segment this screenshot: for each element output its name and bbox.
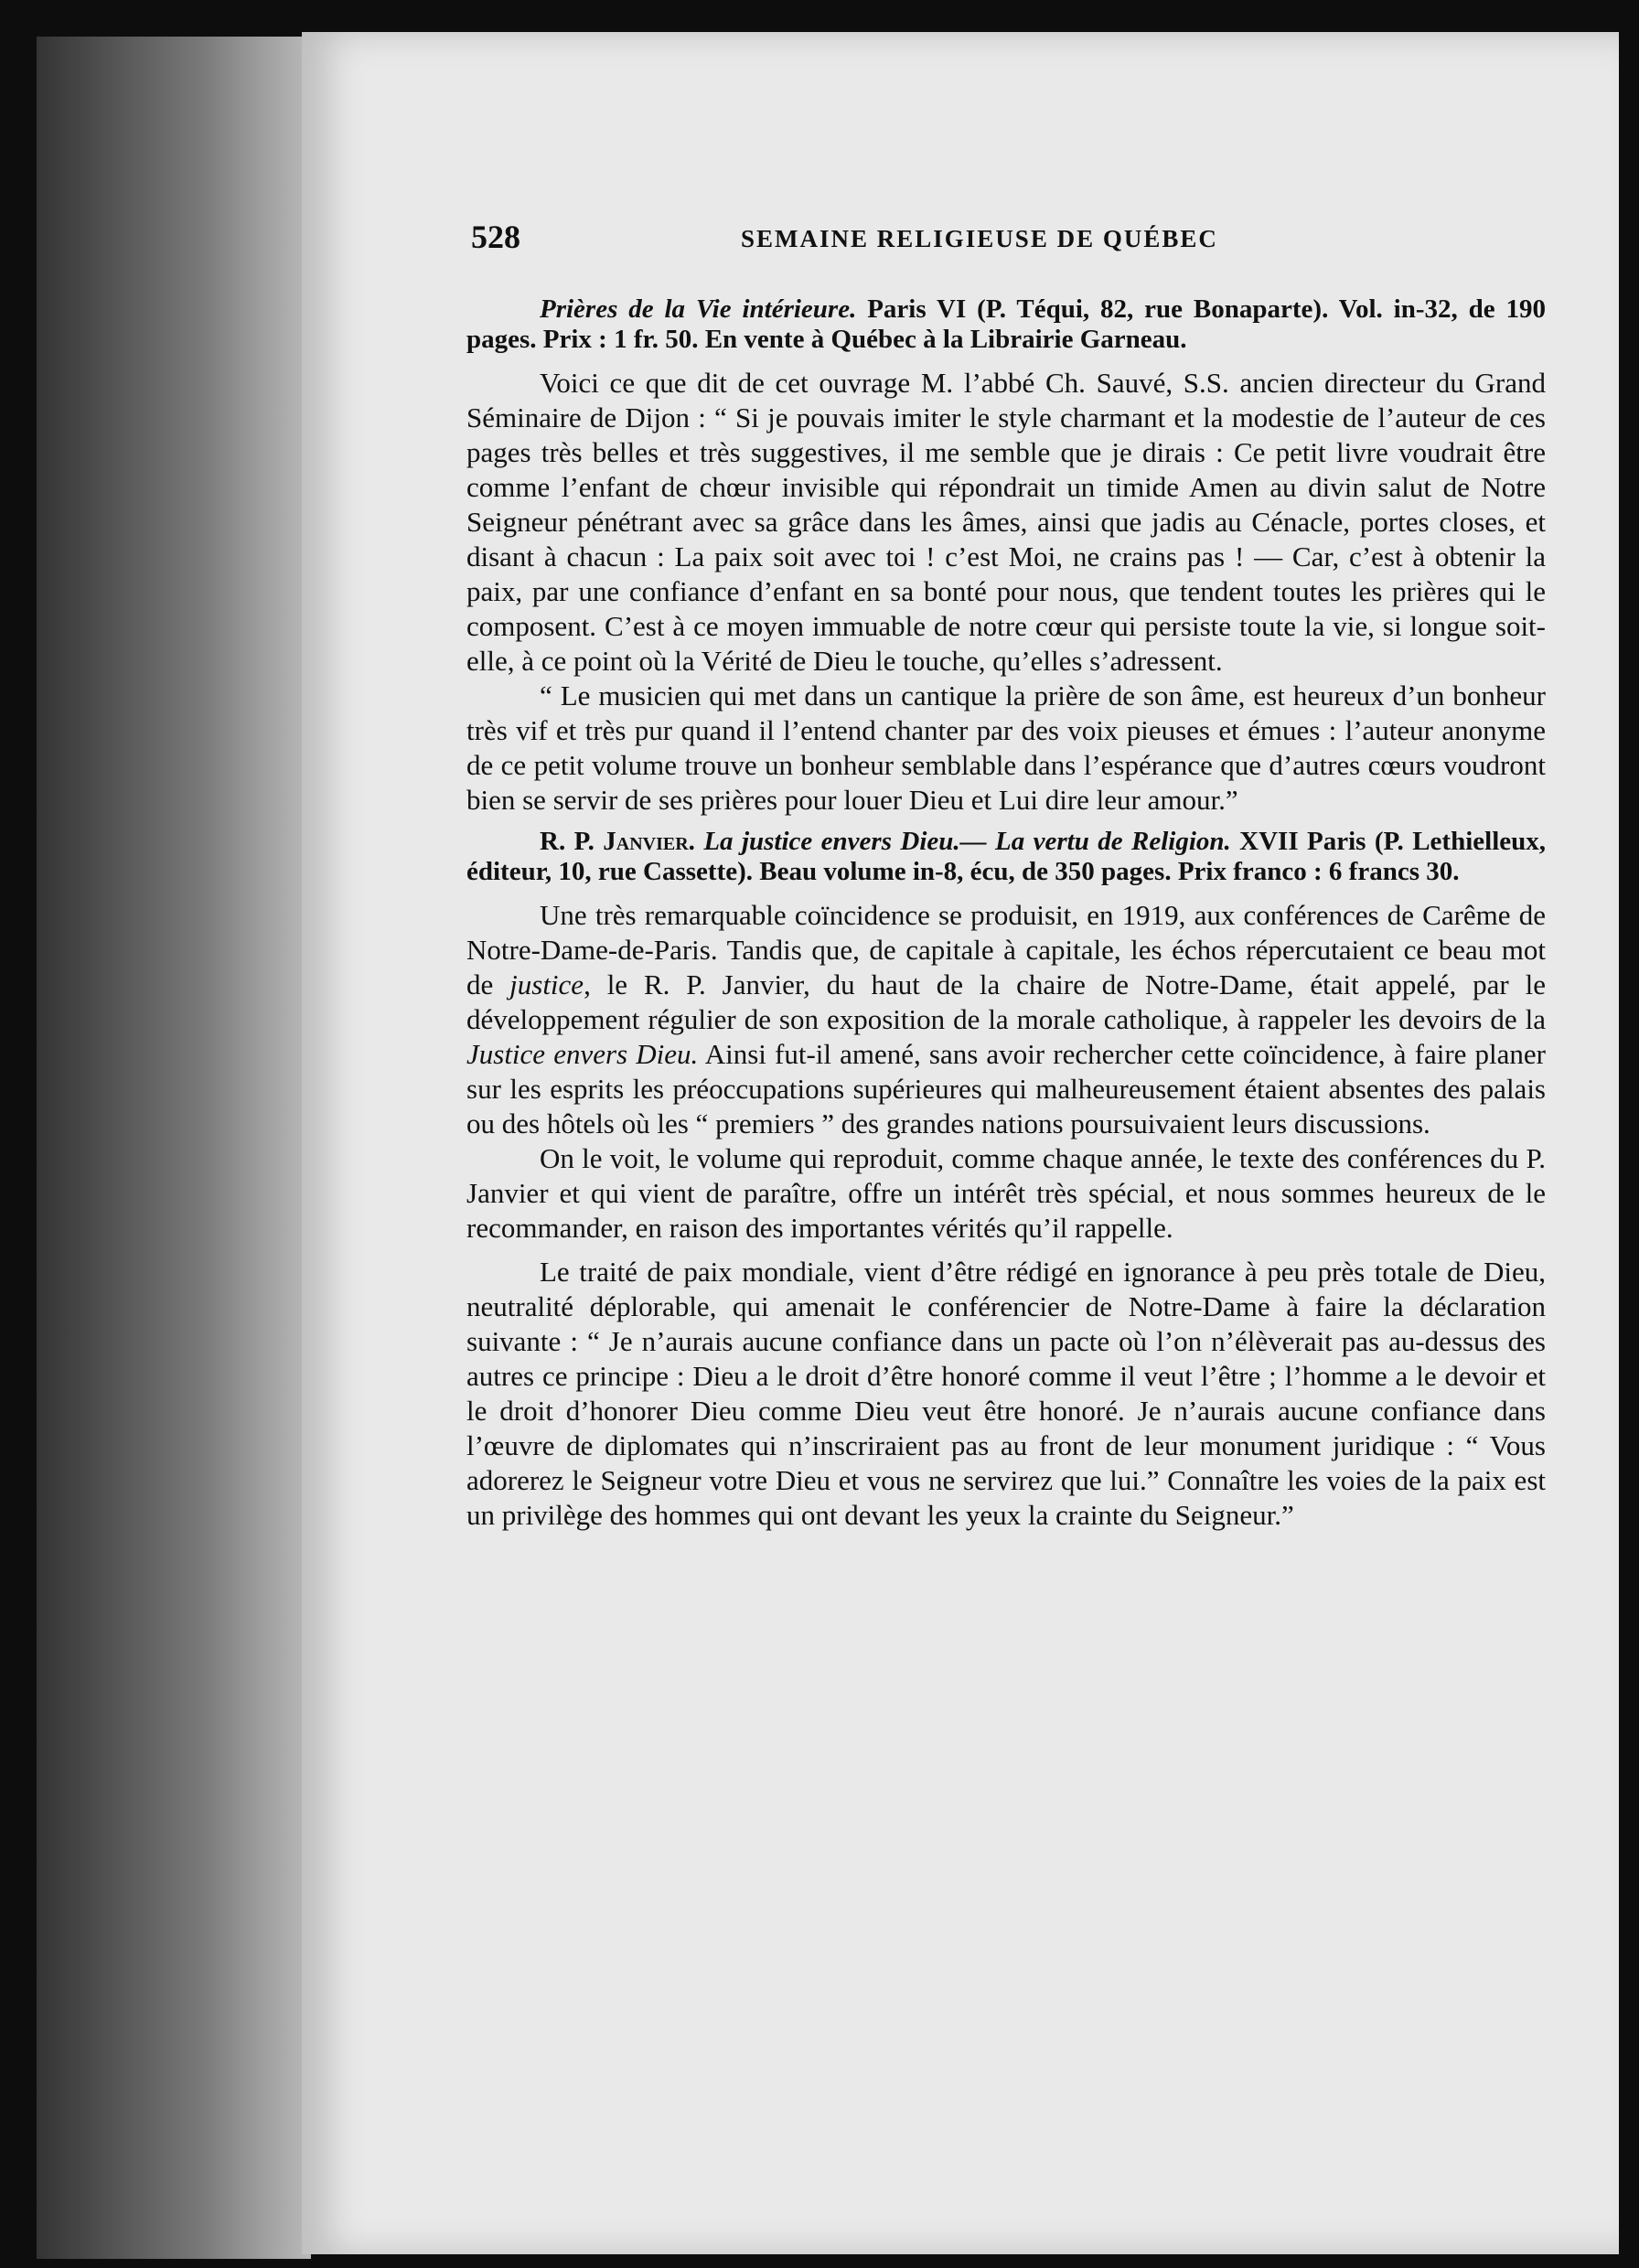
book-author: R. P. Janvier. bbox=[540, 827, 695, 856]
emphasis-text: justice bbox=[509, 968, 584, 1000]
publication-details: Paris VI (P. Téqui, 82, rue Bonaparte). Vol. in-32, de 190 pages. Prix : 1 fr. 50. En vente à Québec à la Librairie Garneau. bbox=[466, 294, 1546, 354]
review-paragraph: On le voit, le volume qui reproduit, comme chaque année, le texte des conférences du P. Janvier et qui vient de paraître, offre un intérêt très spécial, et nous sommes heureux de le recommander, en raison des importantes vérités qu’il rappelle. bbox=[466, 1142, 1546, 1244]
publication-details: XVII Paris (P. Lethielleux, éditeur, 10, rue Cassette). Beau volume in-8, écu, de 350 pages. Prix franco : 6 francs 30. bbox=[466, 827, 1546, 886]
text-run: Ainsi fut-il amené, sans avoir rechercher cette coïncidence, à faire planer sur les esprits les préoccupations supérieures qui malheureusement étaient absentes des palais ou des hôtels où les “ premiers ” des grandes nations poursuivaient leurs discussions. bbox=[466, 1038, 1546, 1139]
page-header bbox=[471, 218, 1546, 263]
review-paragraph: Voici ce que dit de cet ouvrage M. l’abbé Ch. Sauvé, S.S. ancien directeur du Grand Séminaire de Dijon : “ Si je pouvais imiter le style charmant et la modestie de l’auteur de ces pages très belles et très suggestives, il me semble que je dirais : Ce petit livre voudrait être comme l’enfant de chœur invisible qui répondrait un timide Amen au divin salut de Notre Seigneur pénétrant avec sa grâce dans les âmes, ainsi que jadis au Cénacle, portes closes, et disant à chacun : La paix soit avec toi ! c’est Moi, ne crains pas ! — Car, c’est à obtenir la paix, par une confiance d’enfant en sa bonté pour nous, que tendent toutes les prières qui le composent. C’est à ce moyen immuable de notre cœur qui persiste toute la vie, si longue soit-elle, à ce point où la Vérité de Dieu le touche, qu’elles s’adressent. bbox=[466, 367, 1546, 677]
book-page-edges bbox=[37, 37, 311, 2259]
page-number: 528 bbox=[471, 219, 520, 255]
text-run: , le R. P. Janvier, du haut de la chaire de Notre-Dame, était appelé, par le développement régulier de son exposition de la morale catholique, à rappeler les devoirs de la bbox=[466, 968, 1546, 1035]
book-title: Prières de la Vie intérieure. bbox=[540, 294, 857, 324]
emphasis-text: Justice envers Dieu. bbox=[466, 1038, 699, 1070]
text-run: Une très remarquable coïncidence se produisit, en 1919, aux conférences de Carême de Notre-Dame-de-Paris. Tandis que, de capitale à capitale, les échos répercutaient ce beau mot de bbox=[466, 899, 1546, 1000]
book-entry-heading bbox=[466, 294, 1546, 355]
book-title: La justice envers Dieu.— La vertu de Religion. bbox=[703, 827, 1231, 856]
paragraph-spacer bbox=[466, 1246, 1546, 1255]
book-entry-heading bbox=[466, 827, 1546, 887]
review-paragraph: Le traité de paix mondiale, vient d’être rédigé en ignorance à peu près totale de Dieu, neutralité déplorable, qui amenait le conférencier de Notre-Dame à faire la déclaration suivante : “ Je n’aurais aucune confiance dans un pacte où l’on n’élèverait pas au-dessus des autres ce principe : Dieu a le droit d’être honoré comme il veut l’être ; l’homme a le devoir et le droit d’honorer Dieu comme Dieu veut être honoré. Je n’aurais aucune confiance dans l’œuvre de diplomates qui n’inscriraient pas au front de leur monument juridique : “ Vous adorerez le Seigneur votre Dieu et vous ne servirez que lui.” Connaître les voies de la paix est un privilège des hommes qui ont devant les yeux la crainte du Seigneur.” bbox=[466, 1256, 1546, 1531]
review-paragraph bbox=[466, 898, 1546, 1141]
page-body bbox=[466, 294, 1546, 1533]
entry-spacer bbox=[466, 818, 1546, 827]
running-head: SEMAINE RELIGIEUSE DE QUÉBEC bbox=[741, 225, 1218, 252]
review-paragraph: “ Le musicien qui met dans un cantique la prière de son âme, est heureux d’un bonheur très vif et très pur quand il l’entend chanter par des voix pieuses et émues : l’auteur anonyme de ce petit volume trouve un bonheur semblable dans l’espérance que d’autres cœurs voudront bien se servir de ses prières pour louer Dieu et Lui dire leur amour.” bbox=[466, 679, 1546, 816]
